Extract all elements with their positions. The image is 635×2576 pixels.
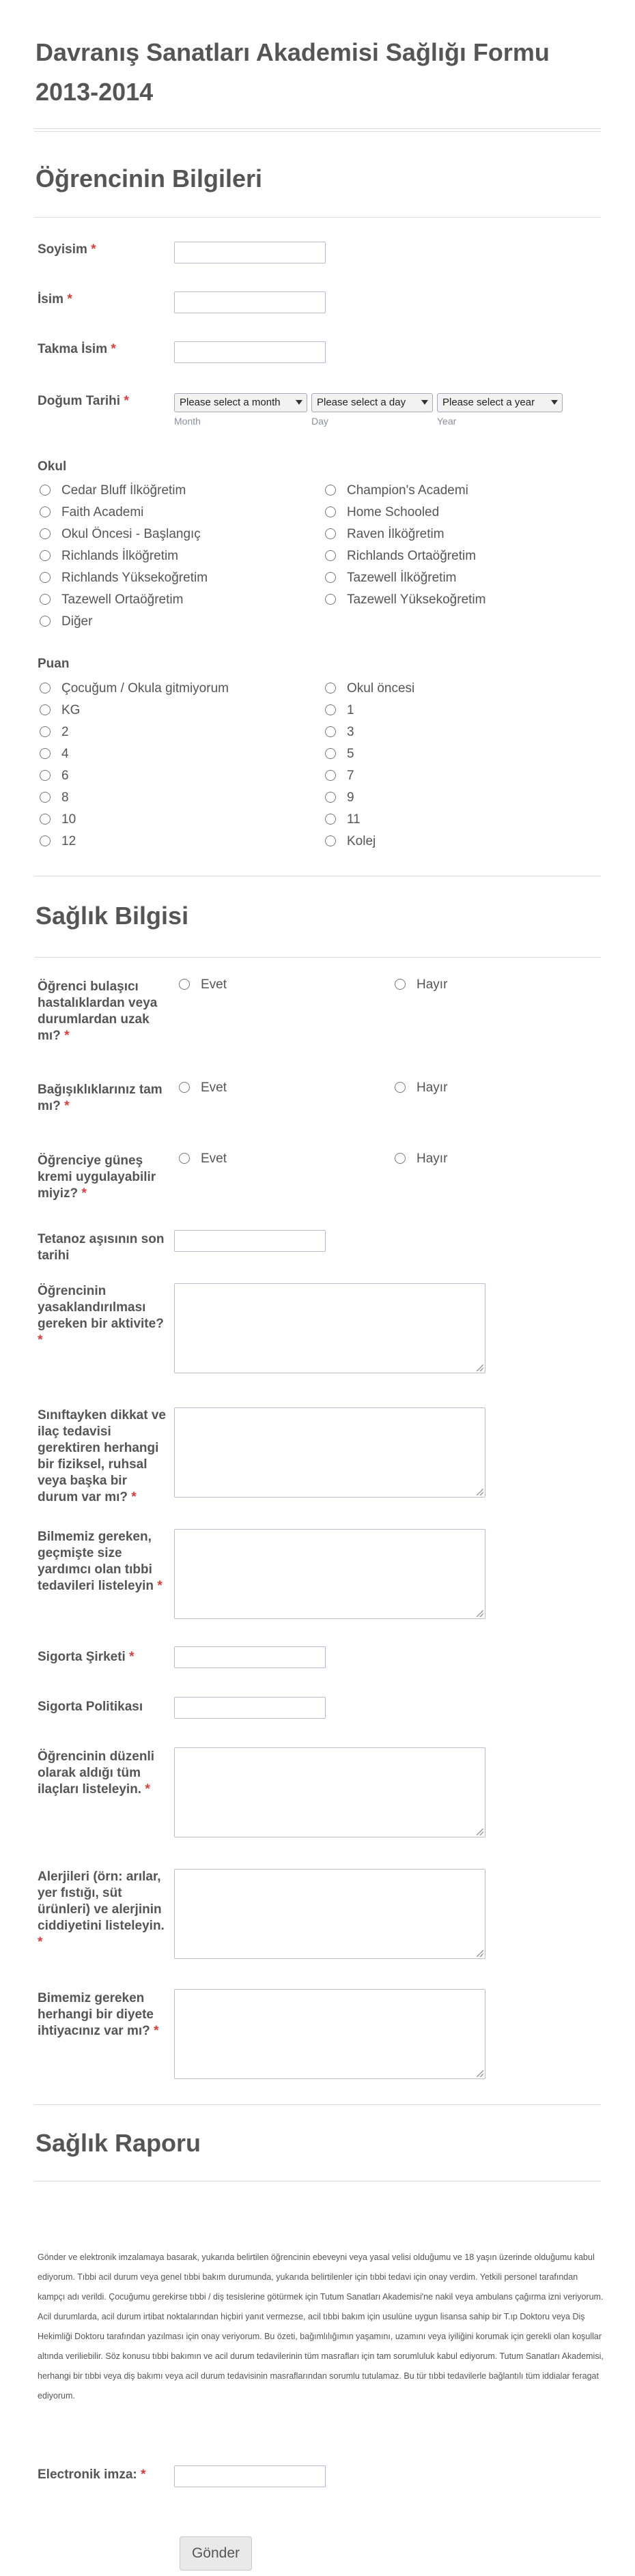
- radio-button[interactable]: [179, 1082, 190, 1093]
- insurance-policy-label: Sigorta Politikası: [38, 1700, 143, 1714]
- radio-button[interactable]: [325, 485, 336, 496]
- birth-day-select[interactable]: Please select a day: [311, 393, 433, 412]
- school-option[interactable]: Okul Öncesi - Başlangıç: [40, 527, 201, 542]
- resize-handle-icon[interactable]: [477, 1364, 483, 1371]
- grade-option[interactable]: 4: [40, 747, 69, 762]
- insurance-company-input[interactable]: [174, 1646, 326, 1668]
- radio-button[interactable]: [40, 792, 51, 803]
- school-option[interactable]: Richlands Ortaöğretim: [325, 549, 476, 564]
- school-option[interactable]: Tazewell Yüksekoğretim: [325, 592, 485, 607]
- radio-button[interactable]: [40, 528, 51, 539]
- tetanus-label: Tetanoz aşısının son tarihi: [38, 1232, 165, 1263]
- sunscreen-yes-option[interactable]: Evet: [179, 1151, 227, 1167]
- grade-option[interactable]: 7: [325, 769, 354, 784]
- grade-option[interactable]: 1: [325, 703, 354, 718]
- consent-paragraph: Gönder ve elektronik imzalamaya basarak, yukarıda belirtilen öğrencinin ebeveyni veya yasal velisi olduğumu ve 18 yaşın üzerinde olduğumu kabul ediyorum. Tıbbi acil durum veya genel tıbbi bakım durumunda, yukarıda belirtilenler için tıbbi tedavi için onay verdim. Yetkili personel tarafından kampçı adı verildi. Çocuğumu gerekirse tıbbi / diş tesislerine götürmek için Tutum Sanatları Akademisi'ne nakil veya ambulans çağırma izni veriyorum. Acil durumlarda, acil durum irtibat noktalarından hiçbiri yanıt vermezse, acil tıbbi bakım için usulüne uygun lisansa sahip bir T.ıp Doktoru veya Diş Hekimliği Doktoru tarafından yazılması için onay veriyorum. Bu özeti, bağımlılığımın yaşamını, uzamını veya iyiliğini korumak için gerekli olan koşullar altında veriliebilir. Söz konusu tıbbi bakımın ve acil durum tedavilerinin tüm masrafları için tam sorumluluk kabul ediyorum. Tutum Sanatları Akademisi, herhangi bir tıbbi veya diş bakımı veya acil durum tedavisinin masraflarından sorumlu tutulamaz. Bu tür tıbbi tedavilerle bağlantılı tüm iddialar feragat ediyorum.: [38, 2252, 604, 2401]
- grade-option[interactable]: 8: [40, 790, 69, 805]
- section-title-report: Sağlık Raporu: [36, 2129, 201, 2157]
- chevron-down-icon: [296, 400, 302, 405]
- radio-button[interactable]: [40, 506, 51, 517]
- sunscreen-question-label: Öğrenciye güneş kremi uygulayabilir miyiz? *: [38, 1154, 156, 1201]
- radio-button[interactable]: [325, 683, 336, 693]
- past-treatments-label: Bilmemiz gereken, geçmişte size yardımcı olan tıbbi tedavileri listeleyin *: [38, 1530, 163, 1593]
- radio-button[interactable]: [40, 835, 51, 846]
- sunscreen-no-option[interactable]: Hayır: [395, 1151, 447, 1167]
- immunization-yes-option[interactable]: Evet: [179, 1081, 227, 1096]
- radio-button[interactable]: [325, 835, 336, 846]
- grade-option[interactable]: 9: [325, 790, 354, 805]
- grade-label: Puan: [38, 657, 70, 671]
- school-option[interactable]: Raven İlköğretim: [325, 527, 444, 542]
- section-divider: [34, 217, 601, 218]
- grade-option[interactable]: 6: [40, 769, 69, 784]
- radio-button[interactable]: [325, 792, 336, 803]
- radio-button[interactable]: [395, 1153, 406, 1164]
- surname-input[interactable]: [174, 242, 326, 263]
- insurance-policy-input[interactable]: [174, 1697, 326, 1719]
- radio-button[interactable]: [325, 704, 336, 715]
- nickname-input[interactable]: [174, 341, 326, 363]
- radio-button[interactable]: [40, 550, 51, 561]
- radio-button[interactable]: [40, 683, 51, 693]
- medications-textarea[interactable]: [174, 1747, 485, 1837]
- school-option[interactable]: Tazewell Ortaöğretim: [40, 592, 183, 607]
- name-input[interactable]: [174, 291, 326, 313]
- medications-label: Öğrencinin düzenli olarak aldığı tüm ilaçları listeleyin. *: [38, 1749, 155, 1797]
- radio-button[interactable]: [325, 550, 336, 561]
- chevron-down-icon: [551, 400, 558, 405]
- contagious-no-option[interactable]: Hayır: [395, 977, 447, 992]
- grade-option[interactable]: Çocuğum / Okula gitmiyorum: [40, 681, 229, 696]
- school-option[interactable]: Champion's Academi: [325, 483, 468, 498]
- tetanus-input[interactable]: [174, 1230, 326, 1252]
- diet-label: Bimemiz gereken herhangi bir diyete ihtiyacınız var mı? *: [38, 1991, 159, 2038]
- radio-button[interactable]: [40, 770, 51, 781]
- birth-day-sublabel: Day: [311, 416, 328, 427]
- radio-button[interactable]: [40, 748, 51, 759]
- school-option[interactable]: Cedar Bluff İlköğretim: [40, 483, 186, 498]
- school-option[interactable]: Faith Academi: [40, 505, 143, 520]
- resize-handle-icon[interactable]: [477, 1610, 483, 1617]
- grade-option[interactable]: Kolej: [325, 834, 376, 849]
- allergies-label: Alerjileri (örn: arılar, yer fıstığı, süt ürünleri) ve alerjinin ciddiyetini listeleyin. *: [38, 1870, 165, 1949]
- radio-button[interactable]: [325, 770, 336, 781]
- radio-button[interactable]: [40, 594, 51, 605]
- grade-option[interactable]: 12: [40, 834, 76, 849]
- nickname-label: Takma İsim *: [38, 342, 116, 356]
- radio-button[interactable]: [325, 594, 336, 605]
- birth-date-label: Doğum Tarihi *: [38, 394, 129, 408]
- grade-option[interactable]: KG: [40, 703, 80, 718]
- radio-button[interactable]: [325, 748, 336, 759]
- radio-button[interactable]: [40, 616, 51, 627]
- school-option[interactable]: Diğer: [40, 614, 92, 629]
- radio-button[interactable]: [325, 506, 336, 517]
- resize-handle-icon[interactable]: [477, 1489, 483, 1495]
- school-option[interactable]: Richlands Yüksekoğretim: [40, 571, 208, 586]
- attention-condition-textarea[interactable]: [174, 1407, 485, 1498]
- resize-handle-icon[interactable]: [477, 1950, 483, 1957]
- allergies-textarea[interactable]: [174, 1869, 485, 1959]
- school-option[interactable]: Richlands İlköğretim: [40, 549, 178, 564]
- birth-year-sublabel: Year: [437, 416, 457, 427]
- name-label: İsim *: [38, 292, 72, 306]
- contagious-yes-option[interactable]: Evet: [179, 977, 227, 992]
- chevron-down-icon: [421, 400, 428, 405]
- contagious-question-label: Öğrenci bulaşıcı hastalıklardan veya durumlardan uzak mı? *: [38, 979, 158, 1043]
- radio-button[interactable]: [325, 726, 336, 737]
- restricted-activity-label: Öğrencinin yasaklandırılması gereken bir aktivite? *: [38, 1284, 164, 1347]
- grade-option[interactable]: 3: [325, 725, 354, 740]
- radio-button[interactable]: [395, 979, 406, 990]
- grade-option[interactable]: 11: [325, 812, 361, 827]
- diet-textarea[interactable]: [174, 1989, 485, 2079]
- school-label: Okul: [38, 459, 67, 474]
- birth-year-select[interactable]: Please select a year: [437, 393, 563, 412]
- radio-button[interactable]: [40, 814, 51, 825]
- submit-button[interactable]: Gönder: [180, 2536, 252, 2571]
- section-title-health: Sağlık Bilgisi: [36, 902, 189, 930]
- immunization-no-option[interactable]: Hayır: [395, 1081, 447, 1096]
- section-title-student: Öğrencinin Bilgileri: [36, 164, 263, 192]
- radio-button[interactable]: [325, 814, 336, 825]
- section-divider: [34, 2104, 601, 2105]
- radio-button[interactable]: [40, 704, 51, 715]
- restricted-activity-textarea[interactable]: [174, 1283, 485, 1373]
- radio-button[interactable]: [395, 1082, 406, 1093]
- signature-input[interactable]: [174, 2465, 326, 2487]
- radio-button[interactable]: [179, 1153, 190, 1164]
- insurance-company-label: Sigorta Şirketi *: [38, 1650, 135, 1664]
- signature-label: Electronik imza: *: [38, 2467, 146, 2482]
- birth-month-select[interactable]: Please select a month: [174, 393, 307, 412]
- attention-condition-label: Sınıftayken dikkat ve ilaç tedavisi gerektiren herhangi bir fiziksel, ruhsal veya başka bir durum var mı? *: [38, 1408, 166, 1504]
- radio-button[interactable]: [179, 979, 190, 990]
- grade-option[interactable]: 5: [325, 747, 354, 762]
- immunization-question-label: Bağışıklıklarınız tam mı? *: [38, 1083, 163, 1113]
- section-divider: [34, 957, 601, 958]
- resize-handle-icon[interactable]: [477, 2070, 483, 2077]
- radio-button[interactable]: [40, 726, 51, 737]
- school-option[interactable]: Home Schooled: [325, 505, 439, 520]
- resize-handle-icon[interactable]: [477, 1829, 483, 1835]
- school-option[interactable]: Tazewell İlköğretim: [325, 571, 457, 586]
- birth-month-sublabel: Month: [174, 416, 201, 427]
- form-title: Davranış Sanatları Akademisi Sağlığı Formu 2013-2014: [36, 38, 550, 106]
- surname-label: Soyisim *: [38, 242, 96, 257]
- grade-option[interactable]: 2: [40, 725, 69, 740]
- radio-button[interactable]: [40, 485, 51, 496]
- radio-button[interactable]: [325, 528, 336, 539]
- grade-option[interactable]: Okul öncesi: [325, 681, 414, 696]
- radio-button[interactable]: [40, 572, 51, 583]
- title-divider: [34, 128, 601, 132]
- radio-button[interactable]: [325, 572, 336, 583]
- grade-option[interactable]: 10: [40, 812, 76, 827]
- past-treatments-textarea[interactable]: [174, 1529, 485, 1619]
